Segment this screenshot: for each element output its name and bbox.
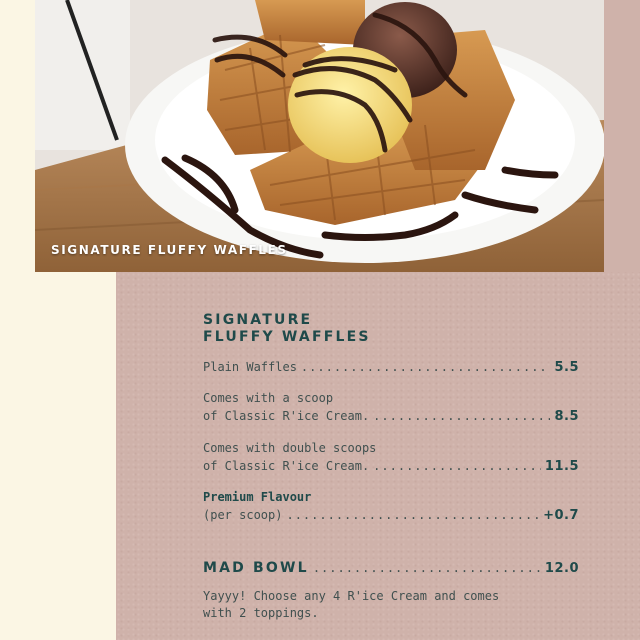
mad-bowl-description [203,588,583,622]
menu-item-double-scoop [203,439,579,476]
menu-item-name-cont: of Classic R'ice Cream. [203,409,370,423]
menu-item-single-scoop [203,389,579,426]
mad-bowl-price: 12.0 [544,561,579,576]
pink-right-strip [604,0,640,272]
menu-item-price: 8.5 [554,409,579,424]
mad-bowl-desc-line2: with 2 toppings. [203,606,319,620]
menu-item-price: 11.5 [544,459,579,474]
dot-leader [301,358,551,376]
menu-item-name-cont: (per scoop) [203,508,283,522]
menu-item-price: 5.5 [554,360,579,375]
cream-left-strip [0,0,35,640]
dot-leader [373,457,541,475]
dot-leader [373,407,550,425]
menu-item-name: Premium Flavour [203,490,312,504]
section-title-line1: SIGNATURE [203,312,313,328]
menu-item-plain-waffles [203,358,579,377]
hero-caption: SIGNATURE FLUFFY WAFFLES [51,243,288,257]
section-title [203,312,371,346]
menu-item-premium-flavour [203,488,579,525]
dot-leader [313,561,541,575]
menu-item-name: Comes with double scoops [203,441,377,455]
mad-bowl-title: MAD BOWL [203,560,309,576]
menu-panel [116,272,640,640]
menu-item-price: +0.7 [543,508,579,523]
dot-leader [286,506,539,524]
section-title-line2: FLUFFY WAFFLES [203,329,371,345]
menu-item-name: Comes with a scoop [203,391,334,405]
hero-photo [35,0,604,272]
menu-item-name: Plain Waffles [203,360,297,374]
menu-item-name-cont: of Classic R'ice Cream. [203,459,370,473]
menu-item-mad-bowl [203,560,579,576]
mad-bowl-desc-line1: Yayyy! Choose any 4 R'ice Cream and comes [203,589,500,603]
waffle-photo-illustration [35,0,604,272]
